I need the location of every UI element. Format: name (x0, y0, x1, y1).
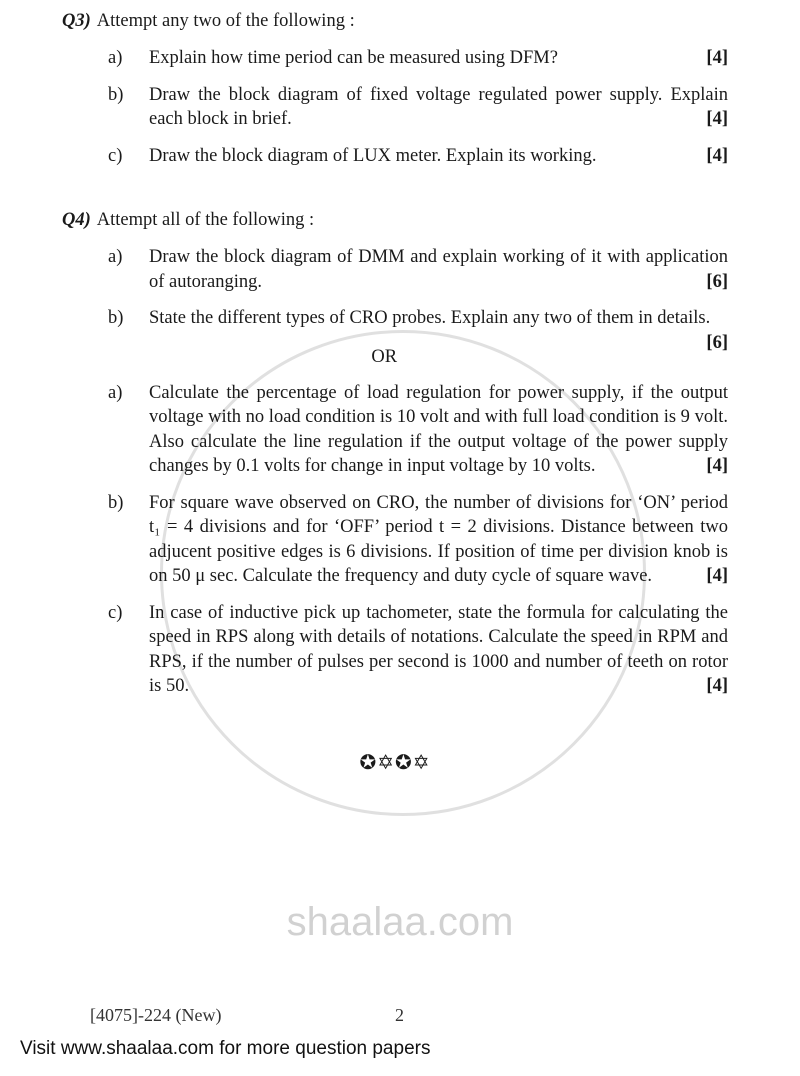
question-text: Draw the block diagram of fixed voltage regulated power supply. Explain each block in brief. (149, 84, 728, 129)
q4-item-b (108, 306, 728, 353)
marks: [4] (706, 48, 728, 68)
q4-alt-item-b (108, 491, 728, 589)
item-label: b) (108, 308, 124, 328)
question-text: Draw the block diagram of DMM and explain working of it with application of autoranging. (149, 247, 728, 292)
item-label: b) (108, 492, 124, 513)
marks: [4] (706, 145, 728, 166)
q3-item-c (108, 144, 728, 169)
item-label: a) (108, 382, 123, 403)
q3-number: Q3) (62, 11, 91, 31)
page-footer-line (90, 1005, 710, 1026)
q3-item-a (108, 46, 728, 71)
page-number: 2 (395, 1005, 404, 1025)
item-label: a) (108, 247, 123, 267)
question-text: Draw the block diagram of LUX meter. Explain its working. (149, 145, 597, 166)
question-text: For square wave observed on CRO, the number of divisions for ‘ON’ period t₁ = 4 divisions and for ‘OFF’ period t = 2 divisions. Distance between two adjucent positive edges is 6 divisions. If position of time per division knob is on 50 μ sec. Calculate the frequency and duty cycle of square wave. (149, 492, 728, 586)
section-gap (62, 168, 728, 208)
item-label: b) (108, 84, 124, 105)
q3-item-b (108, 83, 728, 132)
q4-alt-item-c (108, 601, 728, 699)
footer-link-text[interactable]: Visit www.shaalaa.com for more question papers (20, 1038, 431, 1059)
question-text: Explain how time period can be measured using DFM? (149, 48, 558, 68)
q4-heading-text: Attempt all of the following : (96, 210, 315, 230)
q4-item-a (108, 245, 728, 294)
question-text: Calculate the percentage of load regulation for power supply, if the output voltage with no load condition is 10 volt and with full load condition is 9 volt. Also calculate the line regulation if the output voltage of the power supply changes by 0.1 volts for change in input voltage by 10 volts. (149, 382, 728, 476)
marks: [4] (706, 109, 728, 129)
q3-heading-text: Attempt any two of the following : (96, 11, 355, 31)
marks: [4] (706, 456, 728, 476)
question-text: In case of inductive pick up tachometer, state the formula for calculating the speed in RPS along with details of notations. Calculate the speed in RPM and RPS, if the number of pulses per second is 1000 and number of teeth on rotor is 50. (149, 602, 728, 696)
marks: [6] (706, 271, 728, 292)
question-content (62, 9, 728, 775)
q4-number: Q4) (62, 210, 91, 230)
page-code: [4075]-224 (New) (90, 1005, 222, 1025)
item-label: a) (108, 48, 123, 68)
question-text: State the different types of CRO probes. Explain any two of them in details. (149, 308, 711, 328)
watermark-text: shaalaa.com (286, 900, 514, 944)
marks: [6] (706, 332, 728, 353)
q4-heading (62, 208, 728, 232)
q4-alt-item-a (108, 381, 728, 479)
marks: [4] (706, 676, 728, 696)
item-label: c) (108, 145, 123, 166)
end-marker-stars-icon: ✪✡✪✡ (359, 751, 431, 774)
item-label: c) (108, 602, 123, 623)
or-separator: OR (371, 346, 398, 367)
q3-heading (62, 9, 728, 33)
marks: [4] (706, 566, 728, 586)
